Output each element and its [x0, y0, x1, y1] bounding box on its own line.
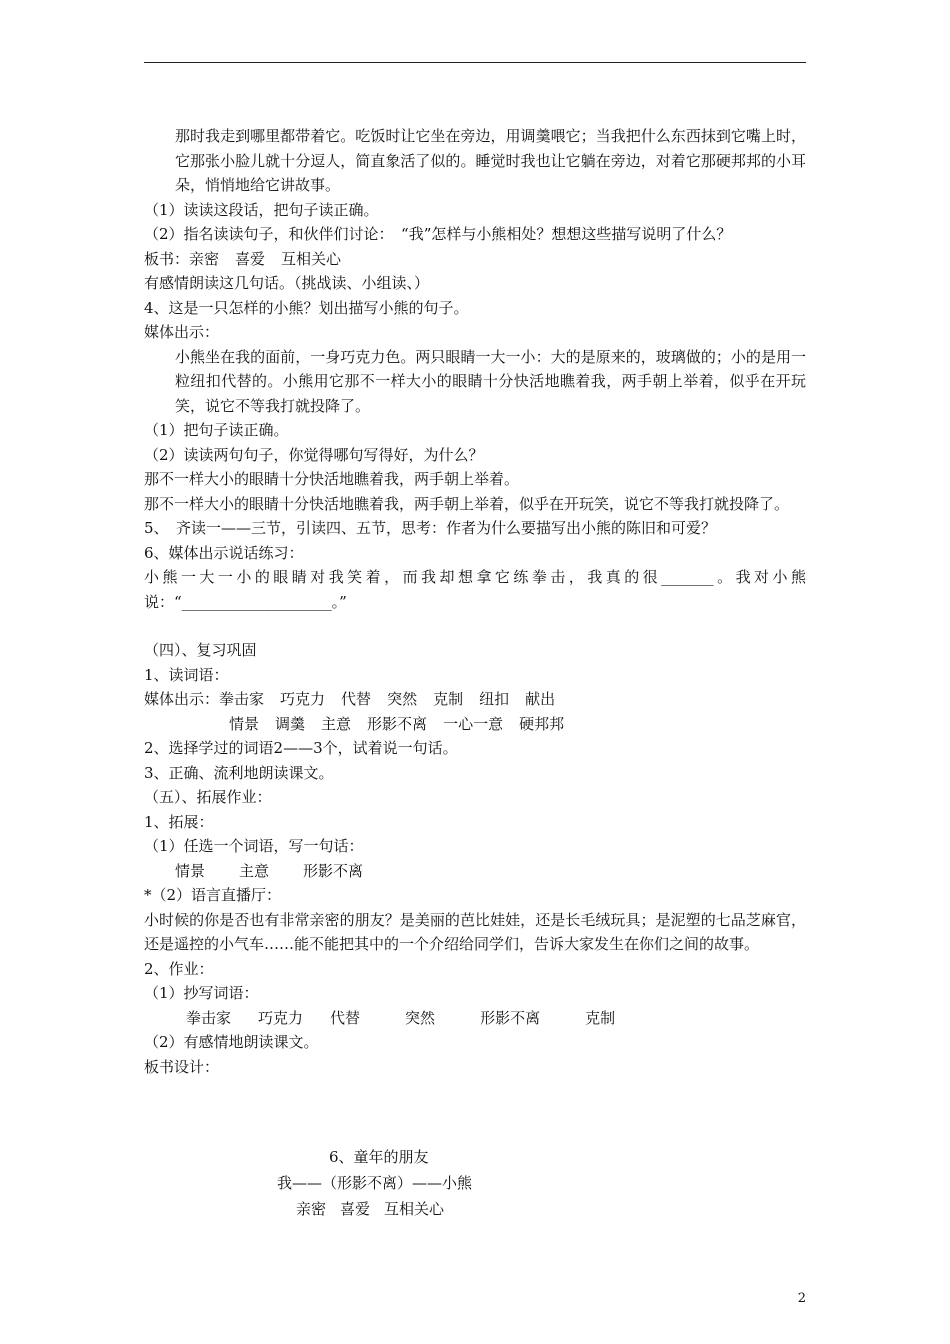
board-design-line-3 [296, 1196, 458, 1222]
word: 拳击家 [219, 690, 265, 708]
p2-question-1: （1）把句子读正确。 [144, 421, 289, 439]
section-5-item-1-1: （1）任选一个词语，写一句话： [144, 837, 364, 855]
step-6: 6、媒体出示说话练习： [144, 543, 304, 562]
word: 形影不离 [480, 1008, 541, 1027]
word: 突然 [405, 1008, 436, 1027]
word: 巧克力 [280, 690, 326, 708]
step-5: 5、 齐读一——三节，引读四、五节，思考：作者为什么要描写出小熊的陈旧和可爱？ [144, 519, 717, 537]
section-5-item-2-1: （1）抄写词语： [144, 984, 259, 1002]
word: 纽扣 [479, 690, 510, 708]
section-4-item-3: 3、正确、流利地朗读课文。 [144, 763, 334, 782]
word: 形影不离 [303, 861, 364, 880]
section-4-item-2: 2、选择学过的词语2——3个，试着说一句话。 [144, 739, 458, 757]
word: 克制 [585, 1008, 616, 1027]
word: 情景 [229, 714, 260, 733]
section-5-item-1: 1、拓展： [144, 812, 214, 831]
read-emotion: 有感情朗读这几句话。（挑战读、小组读、） [144, 274, 430, 292]
section-5-item-2: 2、作业： [144, 959, 214, 978]
word: 拳击家 [186, 1008, 232, 1027]
board-design-line-2: 我——（形影不离）——小熊 [277, 1174, 473, 1192]
media-label: 媒体出示： [144, 690, 220, 708]
question-1: （1）读读这段话，把句子读正确。 [144, 200, 379, 219]
word: 献出 [525, 690, 556, 708]
paragraph-1: 那时我走到哪里都带着它。吃饭时让它坐在旁边，用调羹喂它；当我把什么东西抹到它嘴上时，它那张小脸儿就十分逗人，简直象活了似的。睡觉时我也让它躺在旁边，对着它那硬邦邦的小耳朵，悄悄地给它讲故事。 [175, 127, 806, 194]
speaking-practice: 小熊一大一小的眼睛对我笑着，而我却想拿它练拳击，我真的很_______。我对小熊说：“____________________。” [144, 568, 806, 611]
media-show-label: 媒体出示： [144, 323, 220, 341]
p2-question-2: （2）读读两句句子，你觉得哪句写得好，为什么？ [144, 445, 484, 464]
word: 硬邦邦 [519, 714, 565, 733]
board-design-label: 板书设计： [144, 1057, 220, 1076]
sentence-b: 那不一样大小的眼睛十分快活地瞧着我，两手朝上举着，似乎在开玩笑，说它不等我打就投降了。 [144, 494, 790, 513]
sentence-a: 那不一样大小的眼睛十分快活地瞧着我，两手朝上举着。 [144, 470, 520, 488]
spacer [144, 614, 806, 638]
board-design-word: 喜爱 [340, 1200, 371, 1218]
step-4: 4、这是一只怎样的小熊？划出描写小熊的句子。 [144, 298, 469, 317]
word: 一心一意 [443, 714, 504, 733]
section-5-item-1-2: *（2）语言直播厅： [144, 886, 282, 904]
paragraph-2: 小熊坐在我的面前，一身巧克力色。两只眼睛一大一小：大的是原来的，玻璃做的；小的是用一粒纽扣代替的。小熊用它那不一样大小的眼睛十分快活地瞧着我，两手朝上举着，似乎在开玩笑，说它不等我打就投降了。 [175, 347, 806, 415]
word: 代替 [341, 690, 372, 708]
language-broadcast-text: 小时候的你是否也有非常亲密的朋友？是美丽的芭比娃娃，还是长毛绒玩具；是泥塑的七品芝麻官，还是遥控的小气车……能不能把其中的一个介绍给同学们，告诉大家发生在你们之间的故事。 [144, 910, 806, 953]
page-number: 2 [797, 1291, 806, 1306]
board-design-word: 互相关心 [384, 1200, 445, 1218]
board-note-label: 板书： [144, 249, 190, 268]
board-design-title: 6、童年的朋友 [329, 1148, 429, 1166]
section-5-title: （五）、拓展作业： [144, 788, 272, 806]
header-rule [144, 62, 806, 63]
word: 巧克力 [258, 1008, 304, 1027]
word: 情景 [175, 861, 206, 880]
section-4-title: （四）、复习巩固 [144, 641, 257, 659]
word: 主意 [321, 714, 352, 733]
word-list-row-1 [144, 687, 806, 712]
word: 突然 [387, 690, 418, 708]
question-2: （2）指名读读句子，和伙伴们讨论： “我”怎样与小熊相处？想想这些描写说明了什么？ [144, 225, 732, 243]
board-note [144, 247, 806, 272]
document-body [144, 124, 806, 1079]
board-design-word: 亲密 [296, 1200, 327, 1218]
board-note-word: 互相关心 [281, 249, 342, 268]
word: 调羹 [275, 714, 306, 733]
word: 形影不离 [367, 714, 428, 733]
copy-word-list [144, 1006, 806, 1031]
word: 代替 [330, 1008, 361, 1027]
write-word-list [144, 859, 806, 884]
section-5-item-2-2: （2）有感情地朗读课文。 [144, 1033, 319, 1051]
board-note-word: 亲密 [189, 249, 220, 268]
word-list-row-2 [144, 712, 806, 737]
word: 主意 [239, 861, 270, 880]
word: 克制 [433, 690, 464, 708]
section-4-item-1: 1、读词语： [144, 665, 229, 684]
board-note-word: 喜爱 [235, 249, 266, 268]
